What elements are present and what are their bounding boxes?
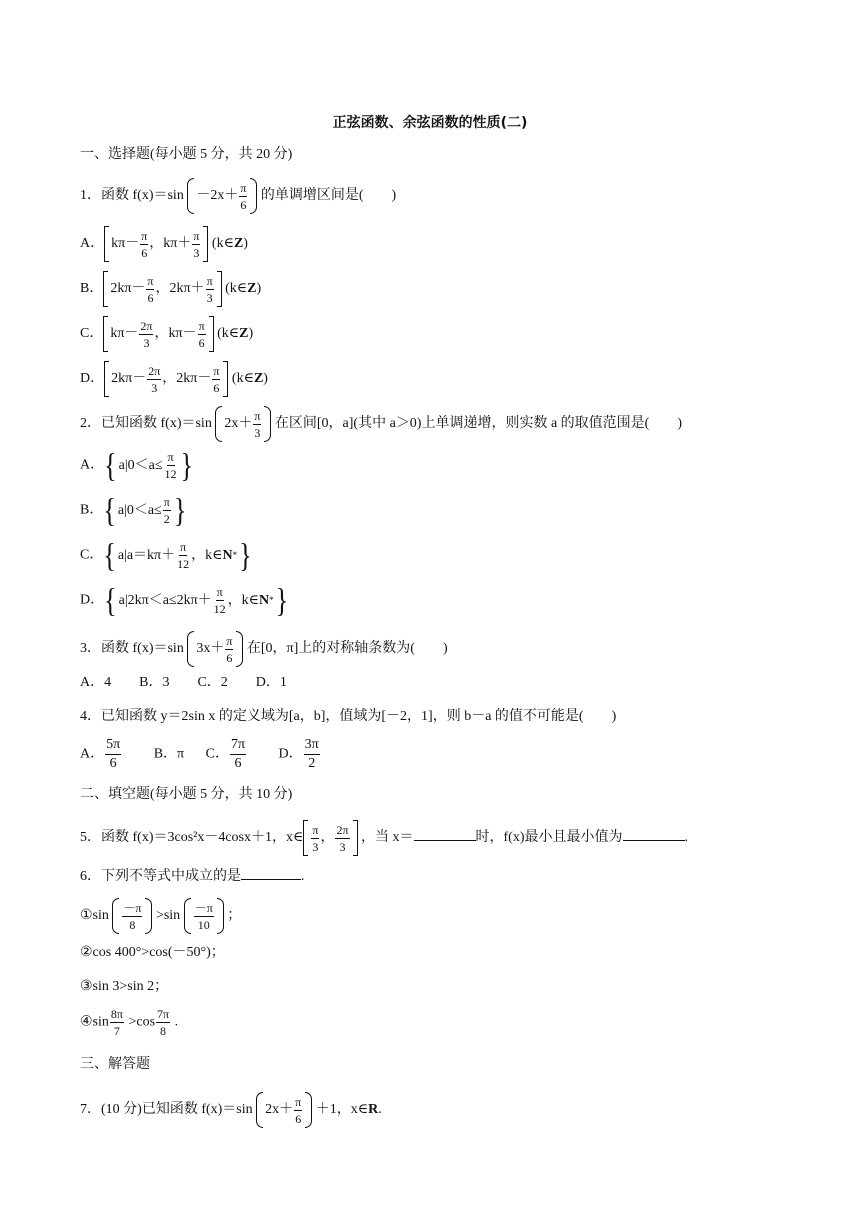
section-heading-solve: 三、解答题 (80, 1057, 150, 1072)
q6-item-1: ①sin $\frac{-\pi}{8}$ >sin $\frac{-\pi}{10}$ ； (80, 898, 241, 934)
q1-option-b: B． 2kπ－ $\frac{\pi}{6}$ ，2kπ＋ $\frac{\pi}{3}$ (k∈Z) (80, 271, 261, 307)
q3-options: A．4 B．3 C．2 D．1 (80, 675, 287, 690)
q6-item-3: ③sin 3>sin 2； (80, 979, 169, 994)
q2-option-d: D． { a|2kπ＜a≤2kπ＋ $\frac{\pi}{12}$ ，k∈ N * } (80, 581, 289, 619)
section-heading-fill: 二、填空题(每小题 5 分，共 10 分) (80, 787, 293, 802)
question-5: 5．函数 f(x)＝3cos²x－4cosx＋1，x∈ $\frac{\pi}{3}$ ， $\frac{2\pi}{3}$ ，当 x＝ 时，f(x)最小且最小值为 . (80, 820, 688, 856)
q1-stem-end: 的单调增区间是( ) (260, 188, 397, 204)
question-4: 4．已知函数 y＝2sin x 的定义域为[a，b]，值域为[－2，1]，则 b－a 的值不可能是( ) (80, 709, 617, 724)
question-1 (80, 178, 396, 214)
q1-stem: 1．函数 f(x)＝sin (80, 188, 184, 204)
q4-options: A． $\frac{5\pi}{6}$ B．π C． $\frac{7\pi}{6}$ D． $\frac{3\pi}{2}$ (80, 737, 319, 771)
page-title: 正弦函数、余弦函数的性质(二) (332, 115, 528, 131)
q6-item-4: ④sin $\frac{8\pi}{7}$ >cos $\frac{7\pi}{8}$ . (80, 1007, 179, 1038)
q2-option-c: C． { a|a＝kπ＋ $\frac{\pi}{12}$ ，k∈ N * } (80, 536, 252, 574)
q1-option-a: A． kπ－ $\frac{\pi}{6}$ ，kπ＋ $\frac{\pi}{3}$ (k∈Z) (80, 226, 248, 262)
q1-option-d: D． 2kπ－ $\frac{2\pi}{3}$ ，2kπ－ $\frac{\pi}{6}$ (k∈Z) (80, 361, 268, 397)
section-heading-choice: 一、选择题(每小题 5 分，共 20 分) (80, 147, 293, 162)
q1-argument: －2x＋ $\frac{\pi}{6}$ (187, 178, 257, 214)
q5-answer-blank-1[interactable] (414, 828, 476, 841)
question-6: 6．下列不等式中成立的是 . (80, 869, 305, 884)
question-2: 2．已知函数 f(x)＝sin 2x＋ $\frac{\pi}{3}$ 在区间[0，a](其中 a＞0)上单调递增，则实数 a 的取值范围是( ) (80, 406, 682, 442)
q2-option-b: B． { a|0＜a≤ $\frac{\pi}{2}$ } (80, 491, 187, 529)
q6-answer-blank[interactable] (241, 867, 301, 880)
q6-item-2: ②cos 400°>cos(－50°)； (80, 945, 225, 960)
q2-option-a: A． { a|0＜a≤ $\frac{\pi}{12}$ } (80, 446, 194, 484)
question-3: 3．函数 f(x)＝sin 3x＋ $\frac{\pi}{6}$ 在[0，π]上的对称轴条数为( ) (80, 631, 448, 667)
question-7: 7．(10 分)已知函数 f(x)＝sin 2x＋ $\frac{\pi}{6}$ ＋1，x∈R. (80, 1092, 382, 1128)
q5-answer-blank-2[interactable] (623, 828, 685, 841)
q1-option-c: C． kπ－ $\frac{2\pi}{3}$ ，kπ－ $\frac{\pi}{6}$ (k∈Z) (80, 316, 253, 352)
